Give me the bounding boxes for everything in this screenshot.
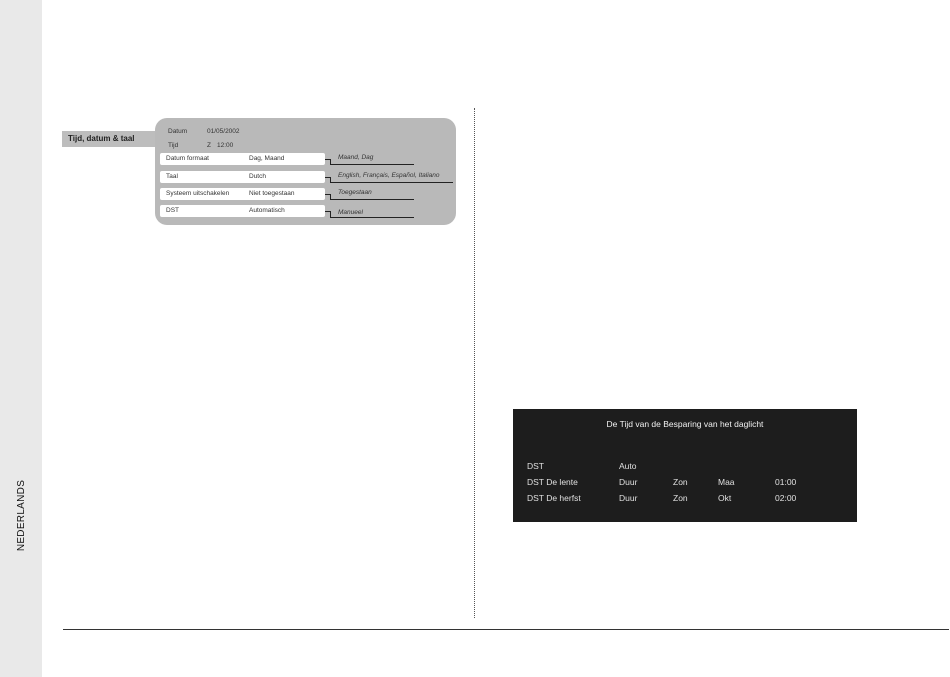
menu-row-label: DST (166, 207, 179, 214)
language-side-label-text: NEDERLANDS (16, 479, 28, 551)
time-value: 12:00 (217, 142, 234, 149)
menu-row-value: Automatisch (249, 207, 285, 214)
column-divider (474, 108, 475, 618)
side-strip (0, 0, 42, 677)
dst-screen (513, 409, 857, 522)
dst-screen-title: De Tijd van de Besparing van het daglicht (606, 419, 764, 429)
dst-row-day: Zon (673, 493, 688, 503)
menu-row-label: Systeem uitschakelen (166, 190, 230, 197)
dst-row-week: Duur (619, 477, 638, 487)
dst-row-mode: Auto (619, 461, 637, 471)
menu-row-value: Dag, Maand (249, 155, 285, 162)
menu-row-dst[interactable] (160, 205, 325, 217)
dst-row-label: DST De lente (527, 477, 578, 487)
menu-row-value: Dutch (249, 173, 266, 180)
dst-row-week: Duur (619, 493, 638, 503)
option-underline (330, 164, 414, 165)
time-prefix: Z (207, 142, 211, 149)
menu-row-system-shutdown[interactable] (160, 188, 325, 200)
menu-row-date-format[interactable] (160, 153, 325, 165)
dst-row-time: 02:00 (775, 493, 797, 503)
date-value: 01/05/2002 (207, 128, 240, 135)
dst-row-day: Zon (673, 477, 688, 487)
dst-row-month: Maa (718, 477, 735, 487)
option-underline (330, 217, 414, 218)
dst-row-month: Okt (718, 493, 732, 503)
menu-row-options: Maand, Dag (338, 154, 374, 161)
date-label: Datum (168, 128, 188, 135)
bottom-rule (63, 629, 949, 630)
menu-row-options: Manueel (338, 209, 363, 216)
dst-row-label: DST De herfst (527, 493, 581, 503)
menu-tab-label: Tijd, datum & taal (62, 131, 162, 147)
menu-row-language[interactable] (160, 171, 325, 183)
language-side-label (12, 470, 32, 560)
option-underline (330, 199, 414, 200)
menu-row-label: Taal (166, 173, 178, 180)
menu-row-options: Toegestaan (338, 189, 372, 196)
dst-row-time: 01:00 (775, 477, 797, 487)
option-underline (330, 182, 453, 183)
menu-row-value: Niet toegestaan (249, 190, 295, 197)
menu-row-label: Datum formaat (166, 155, 209, 162)
dst-row-label: DST (527, 461, 544, 471)
time-label: Tijd (168, 142, 179, 149)
menu-row-options: English, Français, Español, Italiano (338, 172, 440, 179)
